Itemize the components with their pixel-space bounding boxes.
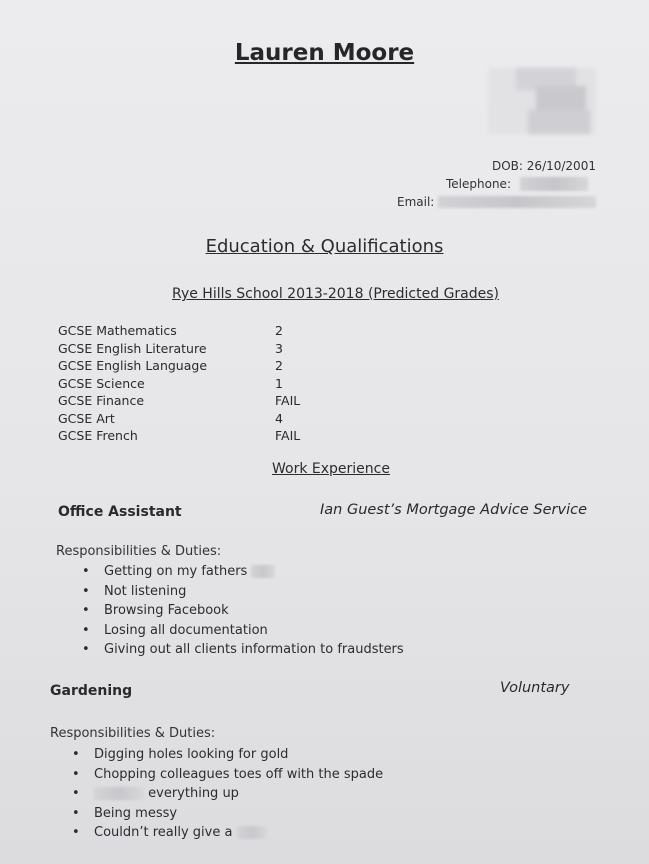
grade-value: 2 bbox=[275, 323, 283, 338]
list-item: • Being messy bbox=[72, 804, 452, 824]
list-item: • Couldn’t really give a bbox=[72, 823, 452, 843]
duty-text: everything up bbox=[148, 786, 239, 801]
grade-subject: GCSE Art bbox=[58, 410, 115, 426]
redacted-email bbox=[438, 196, 596, 208]
grade-row bbox=[58, 322, 358, 340]
grade-value: 4 bbox=[275, 410, 283, 426]
duties-list bbox=[72, 745, 452, 843]
list-item: • Chopping colleagues toes off with the spade bbox=[72, 765, 452, 785]
duty-text: Digging holes looking for gold bbox=[94, 747, 289, 762]
redacted-photo bbox=[488, 68, 596, 134]
duty-text: Losing all documentation bbox=[104, 622, 268, 638]
grade-subject: GCSE Science bbox=[58, 375, 145, 391]
dob-label: DOB: bbox=[492, 159, 523, 173]
cv-name-title: Lauren Moore bbox=[234, 40, 415, 66]
duty-text: Chopping colleagues toes off with the spade bbox=[94, 766, 384, 782]
grade-subject: GCSE Mathematics bbox=[58, 323, 177, 338]
grade-value: FAIL bbox=[275, 393, 301, 408]
grade-value: 1 bbox=[275, 375, 283, 391]
grade-row bbox=[58, 340, 358, 358]
list-item: • Giving out all clients information to fraudsters bbox=[82, 640, 462, 660]
list-item: • Losing all documentation bbox=[82, 621, 462, 641]
grade-subject: GCSE French bbox=[58, 428, 138, 443]
list-item: • Getting on my fathers bbox=[82, 562, 462, 582]
job-organisation: Ian Guest’s Mortgage Advice Service bbox=[320, 502, 587, 518]
email-label: Email: bbox=[397, 195, 435, 209]
grade-subject: GCSE English Language bbox=[58, 358, 208, 373]
duty-text: Browsing Facebook bbox=[104, 603, 229, 618]
list-item: • everything up bbox=[72, 786, 239, 801]
grade-row bbox=[58, 427, 358, 445]
education-heading: Education & Qualifications bbox=[205, 236, 444, 257]
grade-value: FAIL bbox=[275, 428, 301, 443]
list-item: • Browsing Facebook bbox=[82, 601, 462, 621]
redacted-word bbox=[237, 826, 267, 839]
grade-row bbox=[58, 357, 358, 375]
duty-text: Not listening bbox=[104, 583, 187, 599]
telephone-label: Telephone: bbox=[446, 177, 511, 191]
dob-value: 26/10/2001 bbox=[526, 159, 596, 173]
job-title: Office Assistant bbox=[58, 504, 182, 520]
grade-subject: GCSE Finance bbox=[58, 393, 145, 408]
list-item: • Not listening bbox=[82, 582, 462, 602]
work-experience-heading: Work Experience bbox=[272, 461, 390, 477]
grade-value: 3 bbox=[275, 340, 283, 356]
school-heading: Rye Hills School 2013-2018 (Predicted Grades) bbox=[172, 286, 500, 302]
duty-text: Couldn’t really give a bbox=[94, 825, 233, 840]
grade-value: 2 bbox=[275, 358, 283, 373]
grade-row bbox=[58, 392, 358, 410]
duty-text: Getting on my fathers bbox=[104, 564, 248, 579]
grade-row bbox=[58, 410, 358, 428]
responsibilities-label: Responsibilities & Duties: bbox=[56, 544, 222, 559]
job-title: Gardening bbox=[50, 683, 133, 699]
grade-subject: GCSE English Literature bbox=[58, 340, 207, 356]
duty-text: Being messy bbox=[94, 805, 178, 821]
grade-row bbox=[58, 375, 358, 393]
grades-list bbox=[58, 322, 358, 445]
redacted-telephone bbox=[520, 177, 588, 191]
job-organisation: Voluntary bbox=[500, 680, 570, 696]
duty-text: Giving out all clients information to fraudsters bbox=[104, 642, 404, 657]
duties-list bbox=[82, 562, 462, 660]
dob-line bbox=[492, 159, 596, 173]
responsibilities-label: Responsibilities & Duties: bbox=[50, 726, 216, 741]
list-item: • Digging holes looking for gold bbox=[72, 745, 452, 765]
redacted-word bbox=[94, 787, 144, 800]
redacted-word bbox=[251, 565, 275, 578]
